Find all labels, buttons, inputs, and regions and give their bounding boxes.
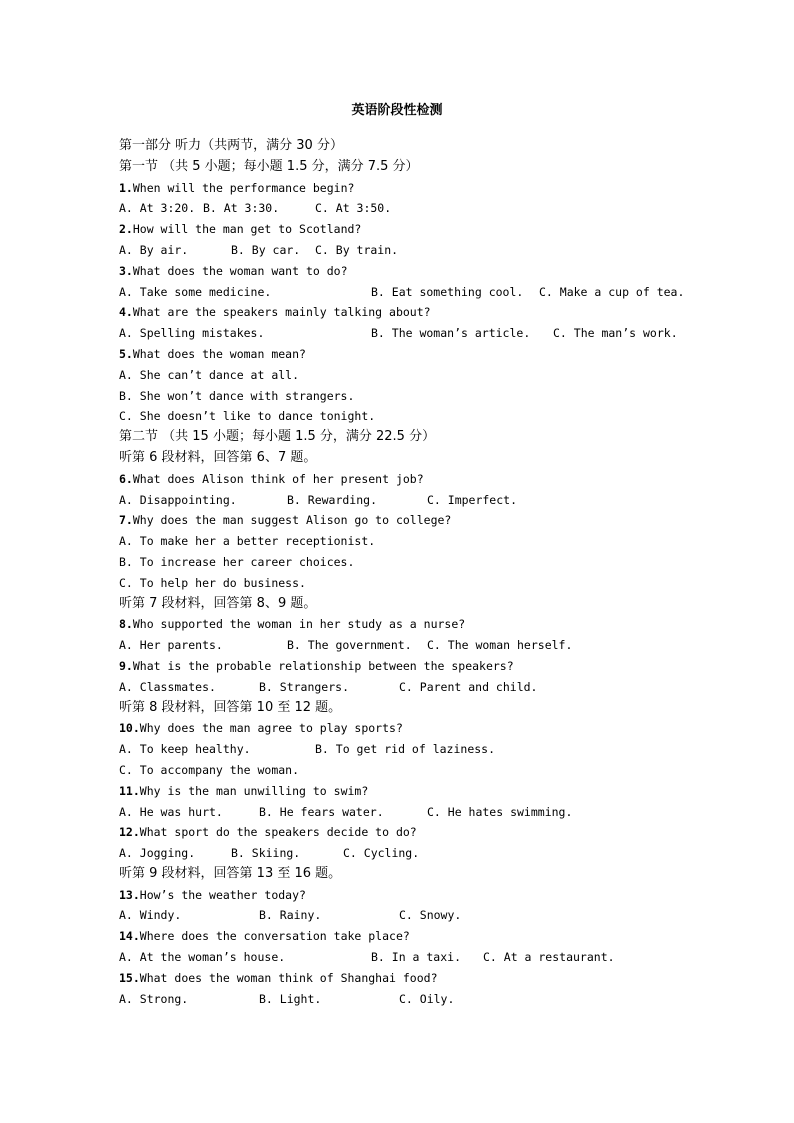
question-number: 12.: [119, 825, 140, 840]
options-11: [119, 802, 719, 823]
page-title: 英语阶段性检测: [351, 103, 443, 118]
question-text: What does the woman think of Shanghai food?: [139, 970, 438, 985]
option-b: B. Light.: [259, 991, 322, 1006]
question-9: [119, 656, 719, 677]
option-a: A. To keep healthy.: [119, 742, 251, 757]
question-number: 10.: [119, 721, 140, 736]
option-c: C. Make a cup of tea.: [539, 284, 685, 299]
option-b: B. She won’t dance with strangers.: [119, 388, 355, 403]
question-text: What are the speakers mainly talking about?: [132, 305, 431, 320]
question-text: When will the performance begin?: [132, 180, 355, 195]
option-c: C. Cycling.: [343, 846, 420, 861]
question-number: 14.: [119, 929, 140, 944]
question-text: What does the woman want to do?: [132, 263, 348, 278]
option-c: C. She doesn’t like to dance tonight.: [119, 409, 376, 424]
option-a: A. Jogging.: [119, 846, 196, 861]
option-a: A. Strong.: [119, 991, 189, 1006]
question-15: [119, 968, 719, 989]
question-14: [119, 926, 719, 947]
question-text: What does Alison think of her present job?: [132, 471, 424, 486]
option-a: A. By air.: [119, 242, 189, 257]
question-text: Why is the man unwilling to swim?: [139, 783, 369, 798]
question-4: [119, 302, 719, 323]
options-3: [119, 282, 719, 303]
question-12: [119, 822, 719, 843]
option-b: B. At 3:30.: [203, 201, 280, 216]
option-c: C. To accompany the woman.: [119, 762, 300, 777]
question-number: 7.: [119, 513, 133, 528]
option-b: B. Rainy.: [259, 908, 322, 923]
question-text: How will the man get to Scotland?: [132, 222, 362, 237]
question-text: What sport do the speakers decide to do?: [139, 825, 417, 840]
section-2-heading: 第二节 （共 15 小题；每小题 1.5 分，满分 22.5 分）: [119, 429, 436, 445]
option-b: B. Rewarding.: [287, 492, 378, 507]
question-number: 9.: [119, 658, 133, 673]
option-b: B. He fears water.: [259, 804, 384, 819]
option-c: C. Parent and child.: [399, 679, 538, 694]
option-a: A. Classmates.: [119, 679, 216, 694]
option-c: C. Oily.: [399, 991, 455, 1006]
options-2: [119, 240, 719, 261]
question-number: 5.: [119, 346, 133, 361]
option-a: A. To make her a better receptionist.: [119, 534, 376, 549]
question-text: How’s the weather today?: [139, 887, 306, 902]
question-3: [119, 261, 719, 282]
question-1: [119, 178, 719, 199]
option-c: C. The man’s work.: [553, 326, 678, 341]
question-7: [119, 510, 719, 531]
question-text: Where does the conversation take place?: [139, 929, 410, 944]
option-c: C. The woman herself.: [427, 638, 573, 653]
question-number: 2.: [119, 222, 133, 237]
question-2: [119, 219, 719, 240]
option-b: B. Eat something cool.: [371, 284, 524, 299]
question-13: [119, 885, 719, 906]
option-a: A. She can’t dance at all.: [119, 367, 300, 382]
option-a: A. Her parents.: [119, 638, 223, 653]
option-a: A. Take some medicine.: [119, 284, 272, 299]
question-number: 15.: [119, 970, 140, 985]
option-b: B. To increase her career choices.: [119, 554, 355, 569]
option-b: B. By car.: [231, 242, 301, 257]
question-10: [119, 718, 719, 739]
option-a: A. At the woman’s house.: [119, 950, 286, 965]
options-10: [119, 739, 719, 760]
option-c: C. By train.: [315, 242, 399, 257]
question-text: What does the woman mean?: [132, 346, 306, 361]
option-b: B. Strangers.: [259, 679, 350, 694]
question-text: What is the probable relationship between the speakers?: [132, 658, 514, 673]
question-number: 11.: [119, 783, 140, 798]
listening-part: [119, 136, 719, 1009]
part-heading: 第一部分 听力（共两节，满分 30 分）: [119, 138, 343, 153]
options-14: [119, 947, 719, 968]
option-a: A. He was hurt.: [119, 804, 223, 819]
option-b: B. The woman’s article.: [371, 326, 531, 341]
option-a: A. Disappointing.: [119, 492, 237, 507]
group-instruction: 听第 7 段材料，回答第 8、9 题。: [119, 595, 317, 611]
question-number: 8.: [119, 617, 133, 632]
option-a: A. At 3:20.: [119, 201, 196, 216]
question-text: Why does the man suggest Alison go to college?: [132, 513, 452, 528]
question-8: [119, 614, 719, 635]
question-number: 13.: [119, 887, 140, 902]
option-c: C. At 3:50.: [315, 201, 392, 216]
option-c: C. To help her do business.: [119, 575, 306, 590]
options-4: [119, 323, 719, 344]
question-number: 6.: [119, 471, 133, 486]
question-5: [119, 344, 719, 365]
option-b: B. To get rid of laziness.: [315, 742, 496, 757]
group-instruction: 听第 8 段材料，回答第 10 至 12 题。: [119, 699, 342, 715]
option-c: C. Imperfect.: [427, 492, 518, 507]
option-b: B. The government.: [287, 638, 412, 653]
question-number: 1.: [119, 180, 133, 195]
question-text: Why does the man agree to play sports?: [139, 721, 403, 736]
options-1: [119, 198, 719, 219]
option-c: C. He hates swimming.: [427, 804, 573, 819]
options-12: [119, 843, 719, 864]
option-b: B. In a taxi.: [371, 950, 462, 965]
question-11: [119, 781, 719, 802]
group-instruction: 听第 6 段材料，回答第 6、7 题。: [119, 449, 317, 465]
question-text: Who supported the woman in her study as a nurse?: [132, 617, 466, 632]
option-c: C. Snowy.: [399, 908, 462, 923]
question-number: 3.: [119, 263, 133, 278]
options-15: [119, 989, 719, 1010]
option-b: B. Skiing.: [231, 846, 301, 861]
options-13: [119, 905, 719, 926]
section-1-heading: 第一节 （共 5 小题；每小题 1.5 分，满分 7.5 分）: [119, 158, 419, 174]
options-6: [119, 490, 719, 511]
question-6: [119, 469, 719, 490]
option-a: A. Spelling mistakes.: [119, 326, 265, 341]
option-a: A. Windy.: [119, 908, 182, 923]
group-instruction: 听第 9 段材料，回答第 13 至 16 题。: [119, 865, 342, 881]
option-c: C. At a restaurant.: [483, 950, 615, 965]
options-9: [119, 677, 719, 698]
options-8: [119, 635, 719, 656]
question-number: 4.: [119, 305, 133, 320]
